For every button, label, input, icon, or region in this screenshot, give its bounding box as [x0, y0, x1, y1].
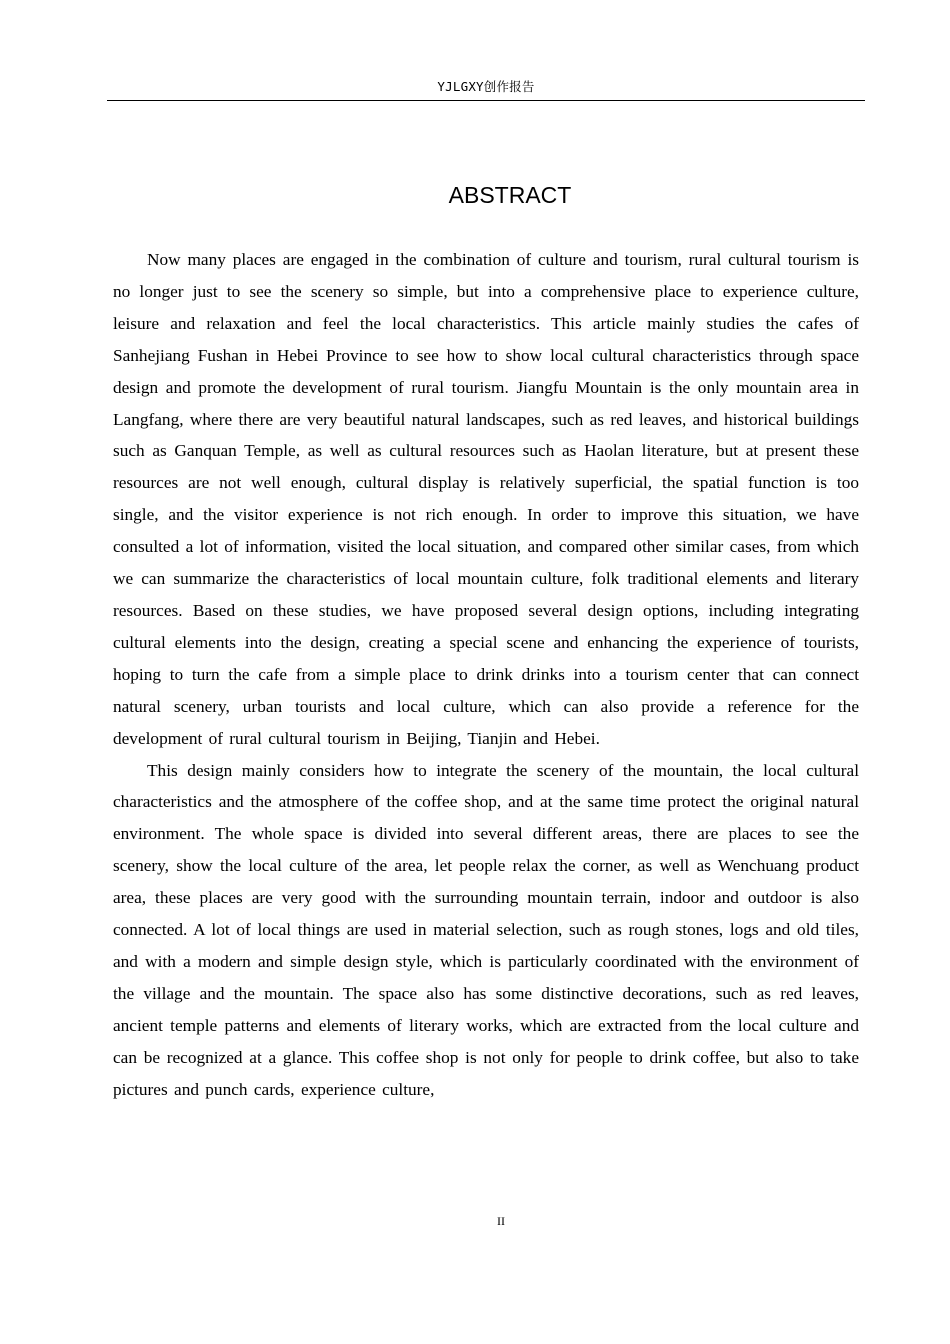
- page-number: II: [497, 1214, 505, 1228]
- abstract-body: [113, 244, 859, 1105]
- header-divider: [107, 100, 865, 101]
- abstract-paragraph-1: Now many places are engaged in the combination of culture and tourism, rural cultural tourism is no longer just to see the scenery so simple, but into a comprehensive place to experience culture, leisure and relaxation and feel the local characteristics. This article mainly studies the cafes of Sanhejiang Fushan in Hebei Province to see how to show local cultural characteristics through space design and promote the development of rural tourism. Jiangfu Mountain is the only mountain area in Langfang, where there are very beautiful natural landscapes, such as red leaves, and historical buildings such as Ganquan Temple, as well as cultural resources such as Haolan literature, but at present these resources are not well enough, cultural display is relatively superficial, the spatial function is too single, and the visitor experience is not rich enough. In order to improve this situation, we have consulted a lot of information, visited the local situation, and compared other similar cases, from which we can summarize the characteristics of local mountain culture, folk traditional elements and literary resources. Based on these studies, we have proposed several design options, including integrating cultural elements into the design, creating a special scene and enhancing the experience of tourists, hoping to turn the cafe from a simple place to drink drinks into a tourism center that can connect natural scenery, urban tourists and local culture, which can also provide a reference for the development of rural cultural tourism in Beijing, Tianjin and Hebei.: [113, 250, 859, 748]
- abstract-title: ABSTRACT: [448, 182, 572, 208]
- running-header: YJLGXY创作报告: [437, 79, 535, 94]
- abstract-paragraph-2: This design mainly considers how to integrate the scenery of the mountain, the local cultural characteristics and the atmosphere of the coffee shop, and at the same time protect the original natural environment. The whole space is divided into several different areas, there are places to see the scenery, show the local culture of the area, let people relax the corner, as well as Wenchuang product area, these places are very good with the surrounding mountain terrain, indoor and outdoor is also connected. A lot of local things are used in material selection, such as rough stones, logs and old tiles, and with a modern and simple design style, which is particularly coordinated with the environment of the village and the mountain. The space also has some distinctive decorations, such as red leaves, ancient temple patterns and elements of literary works, which are extracted from the local culture and can be recognized at a glance. This coffee shop is not only for people to drink coffee, but also to take pictures and punch cards, experience culture,: [113, 760, 859, 1099]
